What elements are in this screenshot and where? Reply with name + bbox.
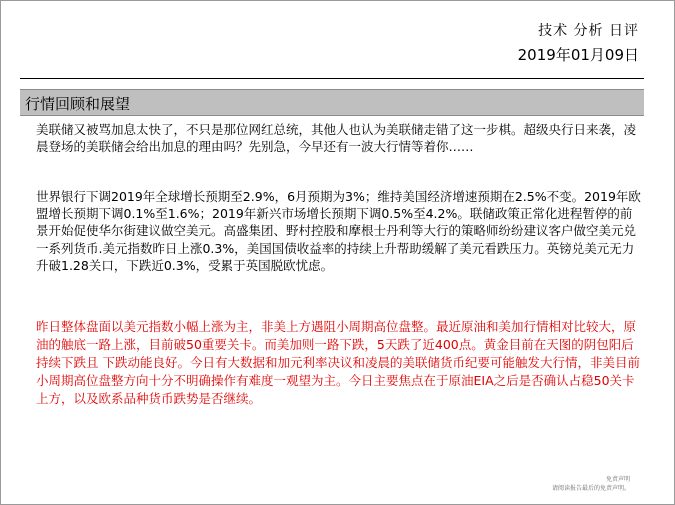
report-date: 2019年01月09日 xyxy=(517,46,639,64)
disclaimer-title: 免责声明 xyxy=(605,476,630,483)
report-type-title: 技术 分析 日评 xyxy=(538,23,639,39)
section-header-bar xyxy=(20,89,644,116)
header-divider xyxy=(20,78,644,79)
paragraph-market-outlook: 昨日整体盘面以美元指数小幅上涨为主，非美上方遇阻小周期高位盘整。最近原油和美加行情相对比较大，原油的触底一路上涨，目前破50重要关卡。而美加则一路下跌，5天跌了近400点。黄金目前在天图的阴包阳后持续下跌且 下跌动能良好。今日有大数据和加元利率决议和凌晨的美联储货币纪要可能触发大行情，非美目前小周期高位盘整方向十分不明确操作有难度一观望为主。今日主要焦点在于原油EIA之后是否确认占稳50关卡上方，以及欧系品种货币跌势是否继续。 xyxy=(36,319,640,406)
disclaimer-note: 请阅读报告最后的免责声明。 xyxy=(551,485,630,492)
paragraph-macro-news: 世界银行下调2019年全球增长预期至2.9%，6月预期为3%；维持美国经济增速预期在2.5%不变。2019年欧盟增长预期下调0.1%至1.6%；2019年新兴市场增长预期下调0.5%至4.2%。联储政策正常化进程暂停的前景开始促使华尔街建议做空美元。高盛集团、野村控股和摩根士丹利等大行的策略师纷纷建议客户做空美元兑一系列货币.美元指数昨日上涨0.3%，美国国债收益率的持续上升帮助缓解了美元看跌压力。英镑兑美元无力升破1.28关口，下跌近0.3%，受累于英国脱欧忧虑。 xyxy=(36,189,641,273)
section-title: 行情回顾和展望 xyxy=(25,95,131,113)
disclaimer-footer xyxy=(552,475,630,493)
paragraph-intro: 美联储又被骂加息太快了，不只是那位网红总统，其他人也认为美联储走错了这一步棋。超级央行日来袭，凌晨登场的美联储会给出加息的理由吗？先别急，今早还有一波大行情等着你…… xyxy=(36,122,637,155)
